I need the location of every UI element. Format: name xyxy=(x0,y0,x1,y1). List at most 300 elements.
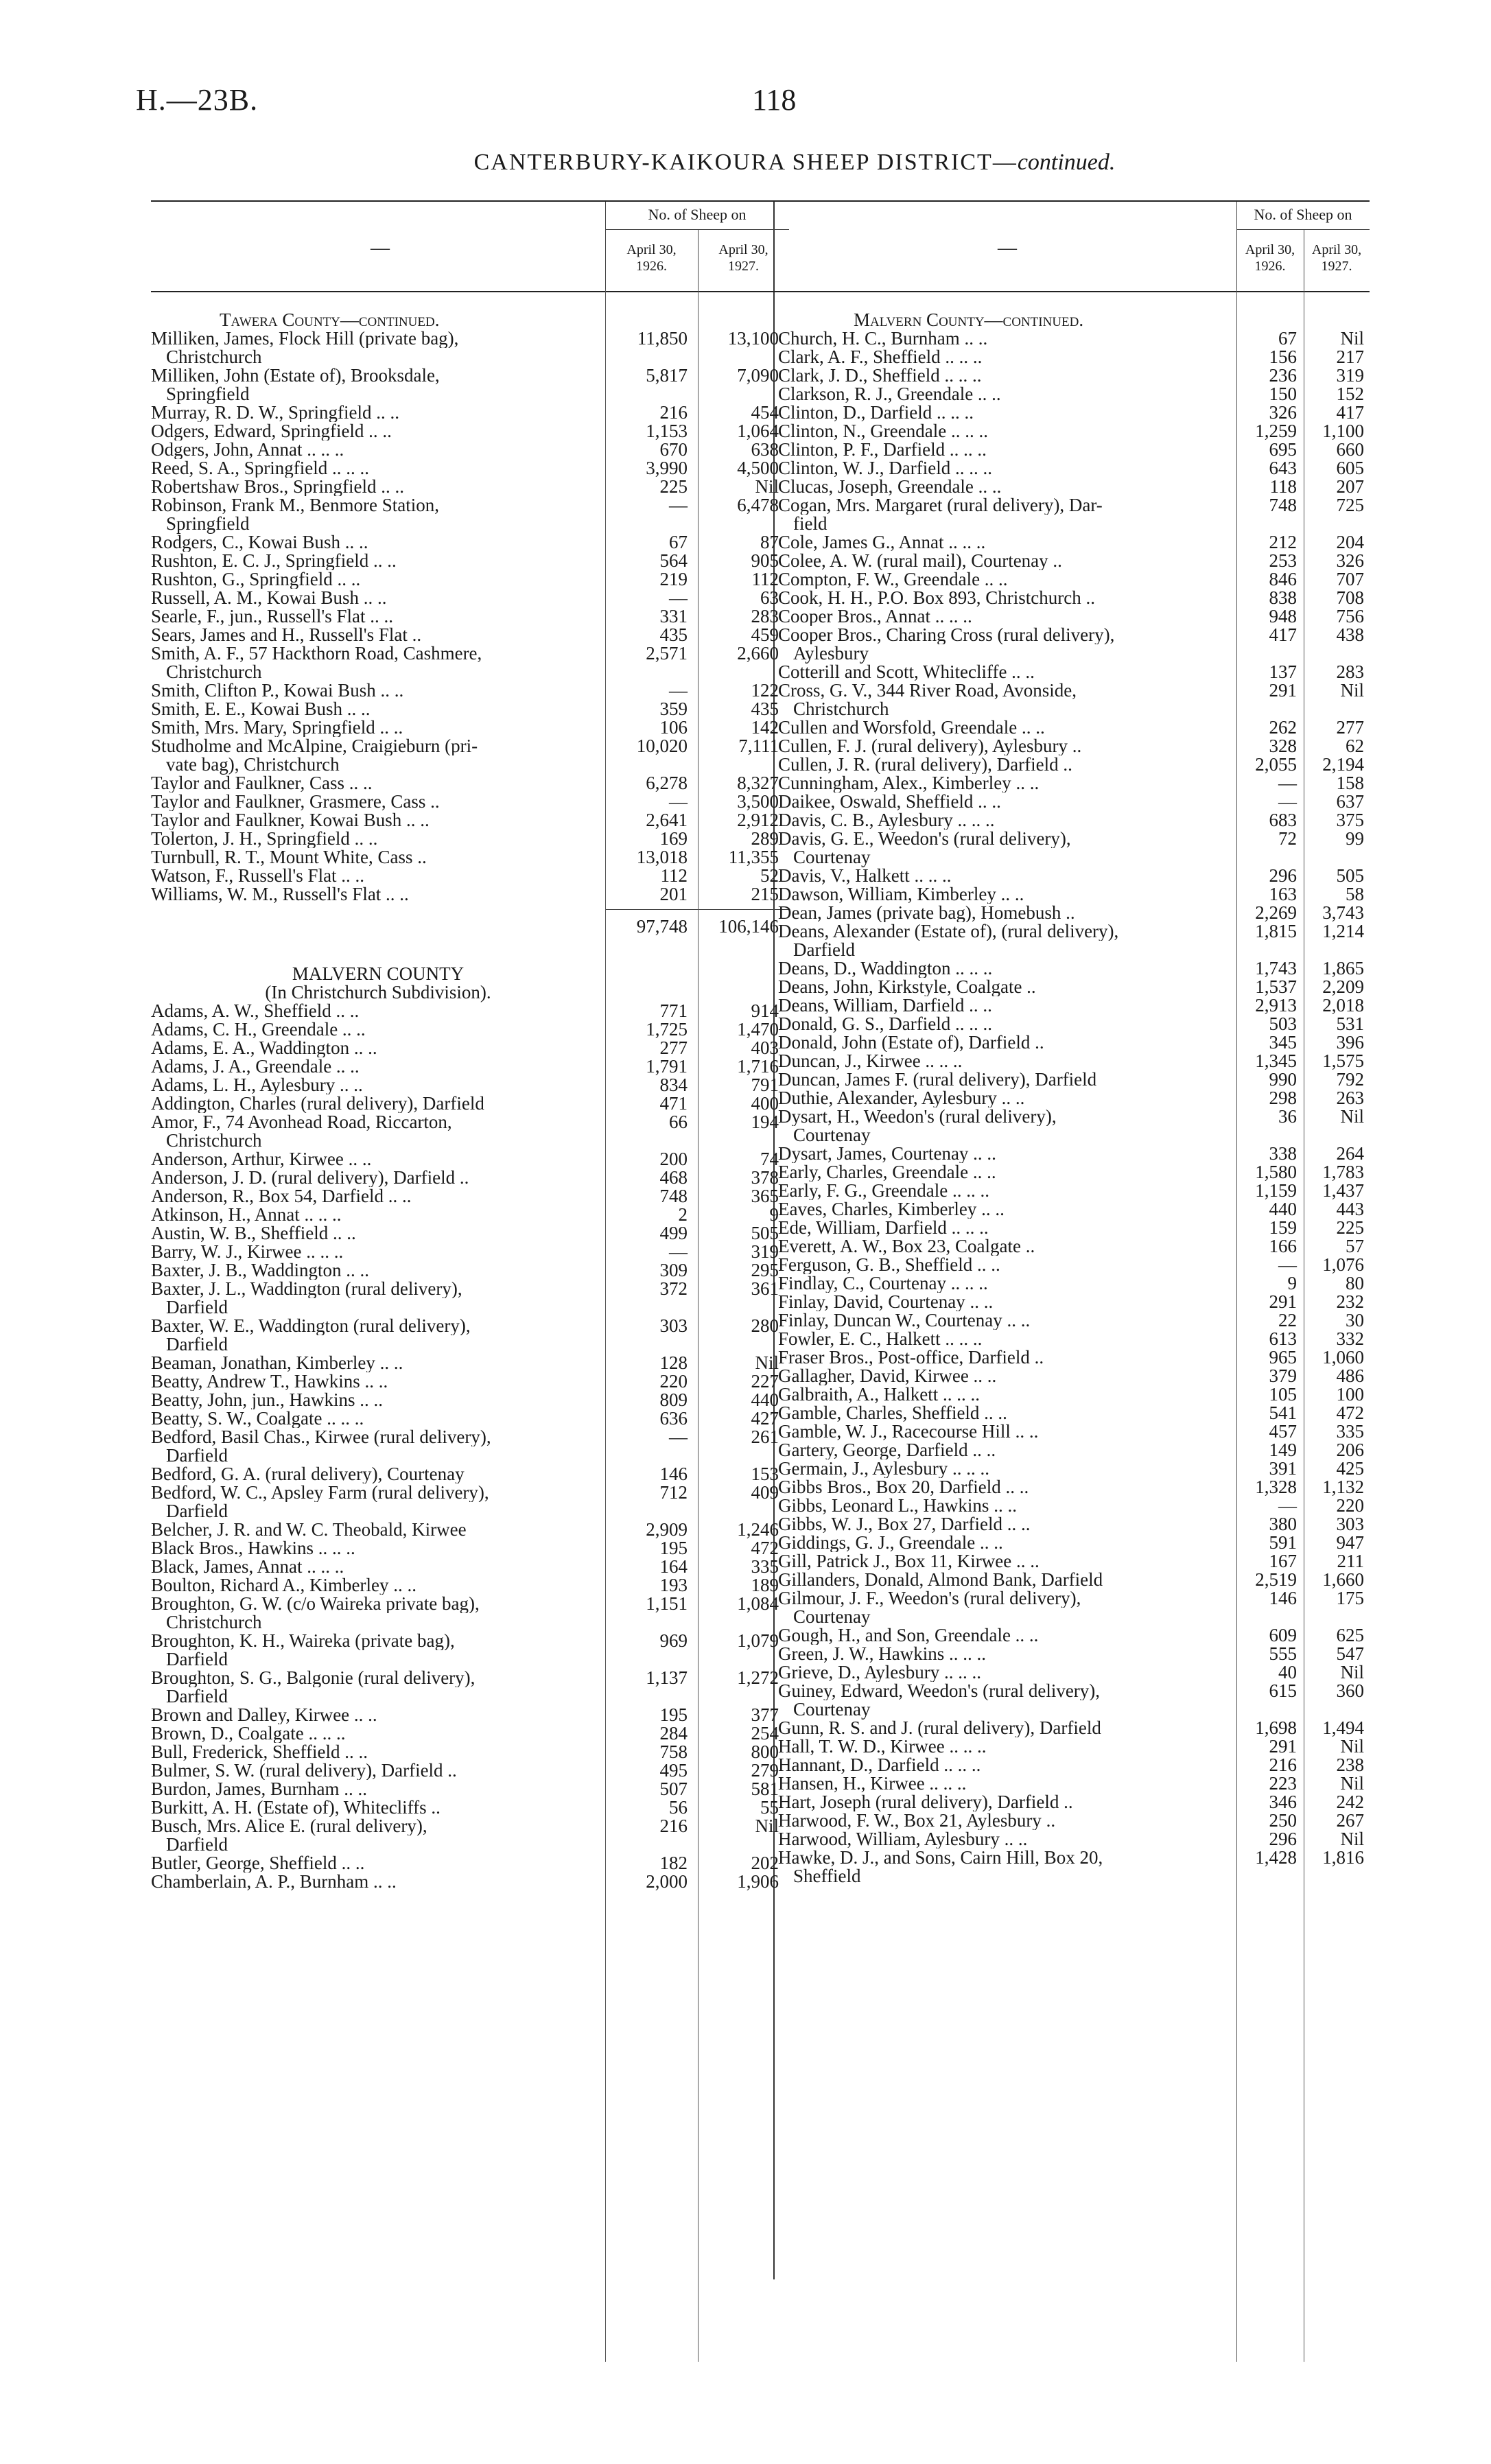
sheep-count-1927: 409 xyxy=(751,1482,779,1503)
sheep-count-1926: — xyxy=(669,587,688,608)
table-row xyxy=(778,1422,1370,1441)
table-row xyxy=(151,1743,789,1761)
sheep-count-1926: 2,055 xyxy=(1255,754,1297,775)
header-col2-line2: 1927. xyxy=(1321,259,1352,274)
holder-name-continued: Darfield xyxy=(166,1445,228,1466)
sheep-count-1927: 264 xyxy=(1336,1143,1364,1164)
sheep-count-1927: 74 xyxy=(760,1149,779,1169)
holder-name: Chamberlain, A. P., Burnham .. .. xyxy=(151,1873,397,1891)
sheep-count-1926: 1,153 xyxy=(646,421,688,441)
holder-name: Baxter, J. L., Waddington (rural delivery), xyxy=(151,1280,462,1298)
sheep-count-1926: 56 xyxy=(669,1797,688,1818)
header-col2-line1: April 30, xyxy=(1311,242,1362,257)
sheep-count-1926: 1,815 xyxy=(1255,921,1297,941)
sheep-count-1927: 1,272 xyxy=(737,1667,779,1688)
holder-name: Robinson, Frank M., Benmore Station, xyxy=(151,496,439,515)
sheep-count-1927: 4,500 xyxy=(737,458,779,478)
section-subtitle-malvern: (In Christchurch Subdivision). xyxy=(265,982,491,1002)
table-row xyxy=(778,459,1370,478)
holder-name: Addington, Charles (rural delivery), Darfield xyxy=(151,1094,484,1113)
sheep-count-1926: 990 xyxy=(1269,1069,1297,1090)
table-row xyxy=(151,1206,789,1224)
sheep-count-1927: 505 xyxy=(1336,865,1364,886)
table-row xyxy=(151,737,789,774)
holder-name: Duncan, James F. (rural delivery), Darfield xyxy=(778,1070,1097,1089)
holder-name: Broughton, S. G., Balgonie (rural delivery), xyxy=(151,1669,476,1687)
table-row xyxy=(778,1552,1370,1571)
sheep-count-1926: 200 xyxy=(659,1149,688,1169)
sheep-count-1926: — xyxy=(669,791,688,812)
sheep-count-1926: 66 xyxy=(669,1112,688,1132)
sheep-count-1927: 211 xyxy=(1337,1551,1364,1571)
malvern-continued-rows xyxy=(778,329,1370,1886)
table-row xyxy=(151,1372,789,1391)
sheep-count-1926: 1,159 xyxy=(1255,1180,1297,1201)
sheep-count-1927: 708 xyxy=(1336,587,1364,608)
sheep-count-1926: 216 xyxy=(659,402,688,423)
sheep-count-1927: 194 xyxy=(751,1112,779,1132)
total-1926: 97,748 xyxy=(636,916,688,937)
table-row xyxy=(778,496,1370,533)
sheep-count-1927: Nil xyxy=(1340,1662,1364,1682)
table-row xyxy=(151,1669,789,1706)
header-col1-line1: April 30, xyxy=(1245,242,1295,257)
holder-name: Ferguson, G. B., Sheffield .. .. xyxy=(778,1256,1000,1274)
page-number: 118 xyxy=(752,83,797,117)
table-row xyxy=(151,1261,789,1280)
holder-name: Burkitt, A. H. (Estate of), Whitecliffs .. xyxy=(151,1798,441,1817)
title-continued: continued. xyxy=(1017,150,1116,175)
sheep-count-1927: 905 xyxy=(751,550,779,571)
section-title-tawera: Tawera County—continued. xyxy=(220,309,440,330)
table-row xyxy=(778,1756,1370,1774)
holder-name: Davis, V., Halkett .. .. .. xyxy=(778,867,952,885)
sheep-count-1926: 1,428 xyxy=(1255,1847,1297,1868)
table-row xyxy=(151,1724,789,1743)
table-row xyxy=(778,552,1370,570)
holder-name-continued: Darfield xyxy=(166,1686,228,1706)
table-row xyxy=(778,681,1370,718)
sheep-count-1927: Nil xyxy=(755,1816,779,1836)
sheep-count-1926: 541 xyxy=(1269,1403,1297,1423)
sheep-count-1926: 809 xyxy=(659,1389,688,1410)
sheep-count-1927: 2,018 xyxy=(1322,995,1364,1016)
holder-name: Germain, J., Aylesbury .. .. .. xyxy=(778,1459,989,1478)
holder-name: Donald, John (Estate of), Darfield .. xyxy=(778,1033,1044,1052)
table-row xyxy=(778,1811,1370,1830)
sheep-count-1927: 238 xyxy=(1336,1755,1364,1775)
table-row xyxy=(151,366,789,403)
holder-name: Clinton, W. J., Darfield .. .. .. xyxy=(778,459,992,478)
holder-name: Rodgers, C., Kowai Bush .. .. xyxy=(151,533,368,552)
holder-name: Ede, William, Darfield .. .. .. xyxy=(778,1219,989,1237)
holder-name-continued: Sheffield xyxy=(793,1866,861,1886)
sheep-count-1926: 965 xyxy=(1269,1347,1297,1368)
header-group-label: No. of Sheep on xyxy=(648,206,747,223)
holder-name-continued: vate bag), Christchurch xyxy=(166,754,340,775)
holder-name: Bedford, W. C., Apsley Farm (rural delivery), xyxy=(151,1483,489,1502)
sheep-count-1927: Nil xyxy=(1340,1736,1364,1757)
table-row xyxy=(151,867,789,885)
table-row xyxy=(778,1293,1370,1311)
holder-name: Finlay, Duncan W., Courtenay .. .. xyxy=(778,1311,1031,1330)
table-row xyxy=(778,385,1370,403)
sheep-count-1927: 531 xyxy=(1336,1013,1364,1034)
sheep-count-1927: 1,494 xyxy=(1322,1717,1364,1738)
sheep-count-1927: 365 xyxy=(751,1186,779,1206)
holder-name: Duthie, Alexander, Aylesbury .. .. xyxy=(778,1089,1025,1107)
sheep-count-1926: 105 xyxy=(1269,1384,1297,1405)
holder-name: Baxter, J. B., Waddington .. .. xyxy=(151,1261,369,1280)
sheep-count-1927: 277 xyxy=(1336,717,1364,738)
table-row xyxy=(778,1849,1370,1886)
table-row xyxy=(778,1274,1370,1293)
sheep-count-1927: 660 xyxy=(1336,439,1364,460)
holder-name: Belcher, J. R. and W. C. Theobald, Kirwee xyxy=(151,1521,467,1539)
sheep-count-1927: 206 xyxy=(1336,1440,1364,1460)
table-row xyxy=(778,830,1370,867)
sheep-count-1926: 277 xyxy=(659,1037,688,1058)
sheep-count-1926: 2,641 xyxy=(646,810,688,830)
table-row xyxy=(778,1497,1370,1515)
sheep-count-1926: 291 xyxy=(1269,1291,1297,1312)
table-row xyxy=(151,774,789,793)
holder-name-continued: Darfield xyxy=(166,1649,228,1669)
sheep-count-1926: 758 xyxy=(659,1741,688,1762)
sheep-count-1927: 2,912 xyxy=(737,810,779,830)
sheep-count-1927: 254 xyxy=(751,1723,779,1744)
tawera-total xyxy=(151,904,789,946)
sheep-count-1927: 605 xyxy=(1336,458,1364,478)
sheep-count-1927: 725 xyxy=(1336,495,1364,515)
sheep-count-1926: 163 xyxy=(1269,884,1297,904)
sheep-count-1926: 440 xyxy=(1269,1199,1297,1219)
sheep-count-1926: 338 xyxy=(1269,1143,1297,1164)
table-row xyxy=(151,1558,789,1576)
table-row xyxy=(778,1663,1370,1682)
holder-name: Everett, A. W., Box 23, Coalgate .. xyxy=(778,1237,1035,1256)
sheep-count-1926: 969 xyxy=(659,1630,688,1651)
table-row xyxy=(778,1830,1370,1849)
table-row xyxy=(778,1534,1370,1552)
table-row xyxy=(151,1150,789,1169)
sheep-count-1926: — xyxy=(1278,791,1297,812)
table-row xyxy=(778,1645,1370,1663)
table-row xyxy=(778,348,1370,366)
sheep-count-1926: 712 xyxy=(659,1482,688,1503)
holder-name: Gilmour, J. F., Weedon's (rural delivery), xyxy=(778,1589,1081,1608)
holder-name: Hall, T. W. D., Kirwee .. .. .. xyxy=(778,1737,987,1756)
holder-name: Guiney, Edward, Weedon's (rural delivery), xyxy=(778,1682,1101,1700)
sheep-count-1927: 459 xyxy=(751,624,779,645)
holder-name-continued: Christchurch xyxy=(166,1612,262,1632)
holder-name: Cullen, F. J. (rural delivery), Aylesbury .. xyxy=(778,737,1082,755)
table-row xyxy=(151,830,789,848)
sheep-count-1926: 164 xyxy=(659,1556,688,1577)
sheep-count-1927: 225 xyxy=(1336,1217,1364,1238)
holder-name: Adams, E. A., Waddington .. .. xyxy=(151,1039,377,1057)
sheep-count-1927: 326 xyxy=(1336,550,1364,571)
sheep-count-1926: 195 xyxy=(659,1704,688,1725)
header-rule xyxy=(1236,229,1370,230)
holder-name: Finlay, David, Courtenay .. .. xyxy=(778,1293,994,1311)
column-rule xyxy=(605,290,606,2362)
sheep-count-1927: Nil xyxy=(1340,1106,1364,1127)
sheep-count-1926: 838 xyxy=(1269,587,1297,608)
sheep-count-1927: 1,079 xyxy=(737,1630,779,1651)
table-row xyxy=(778,329,1370,348)
table-row xyxy=(778,403,1370,422)
sheep-count-1927: 7,090 xyxy=(737,365,779,386)
table-row xyxy=(778,1089,1370,1107)
header-col1 xyxy=(605,242,698,274)
holder-name: Broughton, G. W. (c/o Waireka private bag), xyxy=(151,1595,480,1613)
sheep-count-1927: 217 xyxy=(1336,347,1364,367)
sheep-count-1926: 748 xyxy=(1269,495,1297,515)
holder-name-continued: Courtenay xyxy=(793,1125,871,1145)
holder-name: Dawson, William, Kimberley .. .. xyxy=(778,885,1024,904)
sheep-count-1926: 503 xyxy=(1269,1013,1297,1034)
holder-name: Gunn, R. S. and J. (rural delivery), Darfield xyxy=(778,1719,1101,1737)
holder-name-continued: Courtenay xyxy=(793,1699,871,1720)
sheep-count-1926: 250 xyxy=(1269,1810,1297,1831)
table-row xyxy=(151,1187,789,1206)
sheep-count-1927: 9 xyxy=(769,1204,779,1225)
sheep-count-1927: 289 xyxy=(751,828,779,849)
table-row xyxy=(778,996,1370,1015)
sheep-count-1926: 146 xyxy=(659,1464,688,1484)
holder-name: Cook, H. H., P.O. Box 893, Christchurch .. xyxy=(778,589,1096,607)
sheep-count-1926: 555 xyxy=(1269,1643,1297,1664)
sheep-count-1927: 319 xyxy=(1336,365,1364,386)
holder-name: Davis, G. E., Weedon's (rural delivery), xyxy=(778,830,1071,848)
holder-name: Bedford, Basil Chas., Kirwee (rural delivery), xyxy=(151,1428,491,1446)
table-row xyxy=(151,644,789,681)
sheep-count-1926: 1,328 xyxy=(1255,1477,1297,1497)
sheep-count-1927: 280 xyxy=(751,1315,779,1336)
header-col2-line2: 1927. xyxy=(728,259,759,274)
sheep-count-1927: 438 xyxy=(1336,624,1364,645)
sheep-count-1927: 1,100 xyxy=(1322,421,1364,441)
holder-name: Church, H. C., Burnham .. .. xyxy=(778,329,988,348)
sheep-count-1926: 1,698 xyxy=(1255,1717,1297,1738)
sheep-count-1927: 295 xyxy=(751,1260,779,1280)
total-rule xyxy=(605,909,789,910)
sheep-count-1927: 175 xyxy=(1336,1588,1364,1608)
holder-name: Hart, Joseph (rural delivery), Darfield .. xyxy=(778,1793,1073,1811)
holder-name: Green, J. W., Hawkins .. .. .. xyxy=(778,1645,986,1663)
table-row xyxy=(778,1515,1370,1534)
holder-name-continued: Christchurch xyxy=(166,347,262,367)
table-row xyxy=(778,1311,1370,1330)
table-row xyxy=(778,1719,1370,1737)
sheep-count-1926: 296 xyxy=(1269,865,1297,886)
holder-name: Deans, John, Kirkstyle, Coalgate .. xyxy=(778,978,1036,996)
table-row xyxy=(778,626,1370,663)
sheep-count-1926: 112 xyxy=(660,865,688,886)
sheep-count-1926: 150 xyxy=(1269,384,1297,404)
holder-name: Cullen, J. R. (rural delivery), Darfield .. xyxy=(778,755,1072,774)
sheep-count-1926: 457 xyxy=(1269,1421,1297,1442)
table-row xyxy=(778,663,1370,681)
holder-name: Clark, A. F., Sheffield .. .. .. xyxy=(778,348,983,366)
sheep-count-1927: 1,865 xyxy=(1322,958,1364,978)
sheep-count-1926: 156 xyxy=(1269,347,1297,367)
table-row xyxy=(151,1576,789,1595)
holder-name: Baxter, W. E., Waddington (rural delivery), xyxy=(151,1317,471,1335)
sheep-count-1926: — xyxy=(669,680,688,701)
holder-name: Gibbs Bros., Box 20, Darfield .. .. xyxy=(778,1478,1029,1497)
sheep-count-1927: 13,100 xyxy=(727,328,779,349)
tawera-rows xyxy=(151,329,789,904)
sheep-count-1926: 695 xyxy=(1269,439,1297,460)
table-row xyxy=(778,1330,1370,1348)
sheep-count-1927: 100 xyxy=(1336,1384,1364,1405)
holder-name: Boulton, Richard A., Kimberley .. .. xyxy=(151,1576,416,1595)
sheep-count-1927: 158 xyxy=(1336,773,1364,793)
holder-name: Milliken, James, Flock Hill (private bag), xyxy=(151,329,459,348)
holder-name: Milliken, John (Estate of), Brooksdale, xyxy=(151,366,440,385)
sheep-count-1926: 13,018 xyxy=(636,847,688,867)
holder-name: Hannant, D., Darfield .. .. .. xyxy=(778,1756,981,1774)
sheep-count-1927: 443 xyxy=(1336,1199,1364,1219)
sheep-count-1927: 1,246 xyxy=(737,1519,779,1540)
table-row xyxy=(151,1483,789,1521)
sheep-count-1927: 792 xyxy=(1336,1069,1364,1090)
sheep-count-1926: 1,151 xyxy=(646,1593,688,1614)
sheep-count-1927: 57 xyxy=(1346,1236,1364,1256)
holder-name: Anderson, J. D. (rural delivery), Darfield .. xyxy=(151,1169,469,1187)
sheep-count-1927: 1,816 xyxy=(1322,1847,1364,1868)
sheep-count-1927: 1,060 xyxy=(1322,1347,1364,1368)
holder-name: Cross, G. V., 344 River Road, Avonside, xyxy=(778,681,1077,700)
sheep-count-1926: 2,000 xyxy=(646,1871,688,1892)
sheep-count-1926: 2 xyxy=(678,1204,688,1225)
sheep-count-1927: 403 xyxy=(751,1037,779,1058)
sheep-count-1926: 771 xyxy=(659,1000,688,1021)
sheep-count-1926: — xyxy=(669,1241,688,1262)
table-row xyxy=(151,441,789,459)
holder-name: Reed, S. A., Springfield .. .. .. xyxy=(151,459,369,478)
holder-name: Clinton, P. F., Darfield .. .. .. xyxy=(778,441,987,459)
sheep-count-1927: 377 xyxy=(751,1704,779,1725)
sheep-count-1927: 756 xyxy=(1336,606,1364,626)
holder-name: Broughton, K. H., Waireka (private bag), xyxy=(151,1632,455,1650)
sheep-count-1926: 2,909 xyxy=(646,1519,688,1540)
sheep-count-1926: — xyxy=(1278,1254,1297,1275)
header-col1-line2: 1926. xyxy=(636,259,667,274)
holder-name: Bull, Frederick, Sheffield .. .. xyxy=(151,1743,368,1761)
table-row xyxy=(778,1145,1370,1163)
holder-name: Smith, E. E., Kowai Bush .. .. xyxy=(151,700,371,718)
table-row xyxy=(151,1243,789,1261)
table-row xyxy=(151,1409,789,1428)
sheep-count-1926: 748 xyxy=(659,1186,688,1206)
sheep-count-1927: 1,064 xyxy=(737,421,779,441)
sheep-count-1927: Nil xyxy=(755,1352,779,1373)
table-row xyxy=(778,959,1370,978)
sheep-count-1926: 67 xyxy=(1278,328,1297,349)
holder-name: Clinton, N., Greendale .. .. .. xyxy=(778,422,988,441)
holder-name: Butler, George, Sheffield .. .. xyxy=(151,1854,365,1873)
holder-name: Robertshaw Bros., Springfield .. .. xyxy=(151,478,404,496)
title-text: CANTERBURY-KAIKOURA SHEEP DISTRICT— xyxy=(473,150,1018,175)
holder-name: Gartery, George, Darfield .. .. xyxy=(778,1441,996,1459)
holder-name-continued: Courtenay xyxy=(793,847,871,867)
sheep-count-1927: 52 xyxy=(760,865,779,886)
holder-name: Brown and Dalley, Kirwee .. .. xyxy=(151,1706,377,1724)
sheep-count-1926: 1,743 xyxy=(1255,958,1297,978)
sheep-count-1927: 142 xyxy=(751,717,779,738)
sheep-count-1926: 345 xyxy=(1269,1032,1297,1053)
table-row xyxy=(778,1367,1370,1385)
table-row xyxy=(151,1039,789,1057)
sheep-count-1927: 472 xyxy=(751,1538,779,1558)
table-row xyxy=(151,478,789,496)
table-row xyxy=(778,904,1370,922)
sheep-count-1927: 152 xyxy=(1336,384,1364,404)
sheep-count-1926: 1,580 xyxy=(1255,1162,1297,1182)
holder-name: Eaves, Charles, Kimberley .. .. xyxy=(778,1200,1005,1219)
sheep-count-1927: 396 xyxy=(1336,1032,1364,1053)
sheep-count-1927: Nil xyxy=(1340,680,1364,701)
holder-name-continued: Springfield xyxy=(166,513,250,534)
holder-name: Cunningham, Alex., Kimberley .. .. xyxy=(778,774,1040,793)
holder-name: Clark, J. D., Sheffield .. .. .. xyxy=(778,366,982,385)
holder-name-continued: Christchurch xyxy=(166,1130,262,1151)
holder-name: Harwood, F. W., Box 21, Aylesbury .. xyxy=(778,1811,1056,1830)
table-row xyxy=(151,422,789,441)
holder-name: Clinton, D., Darfield .. .. .. xyxy=(778,403,974,422)
sheep-count-1927: 7,111 xyxy=(738,736,779,756)
sheep-count-1926: 106 xyxy=(659,717,688,738)
sheep-count-1926: 118 xyxy=(1269,476,1297,497)
table-row xyxy=(778,1200,1370,1219)
sheep-count-1927: 378 xyxy=(751,1167,779,1188)
table-row xyxy=(778,366,1370,385)
sheep-count-1926: 291 xyxy=(1269,1736,1297,1757)
holder-name: Cogan, Mrs. Margaret (rural delivery), Dar- xyxy=(778,496,1103,515)
sheep-count-1926: 169 xyxy=(659,828,688,849)
sheep-count-1926: 948 xyxy=(1269,606,1297,626)
sheep-count-1926: 236 xyxy=(1269,365,1297,386)
sheep-count-1926: 591 xyxy=(1269,1532,1297,1553)
holder-name: Compton, F. W., Greendale .. .. xyxy=(778,570,1008,589)
sheep-count-1927: 204 xyxy=(1336,532,1364,552)
sheep-count-1927: 283 xyxy=(751,606,779,626)
sheep-count-1926: 636 xyxy=(659,1408,688,1429)
right-column xyxy=(778,200,1370,1886)
sheep-count-1927: 1,470 xyxy=(737,1019,779,1040)
holder-name: Amor, F., 74 Avonhead Road, Riccarton, xyxy=(151,1113,452,1131)
header-dash: — xyxy=(371,237,390,259)
holder-name: Beatty, Andrew T., Hawkins .. .. xyxy=(151,1372,388,1391)
sheep-count-1927: 55 xyxy=(760,1797,779,1818)
header-col1-line2: 1926. xyxy=(1254,259,1286,274)
table-row xyxy=(778,978,1370,996)
sheep-count-1927: 189 xyxy=(751,1575,779,1595)
holder-name: Taylor and Faulkner, Kowai Bush .. .. xyxy=(151,811,430,830)
holder-name: Murray, R. D. W., Springfield .. .. xyxy=(151,403,399,422)
sheep-count-1926: 3,990 xyxy=(646,458,688,478)
sheep-count-1927: 232 xyxy=(1336,1291,1364,1312)
header-col1-line1: April 30, xyxy=(626,242,677,257)
table-row xyxy=(151,589,789,607)
table-row xyxy=(151,329,789,366)
table-row xyxy=(778,737,1370,755)
table-row xyxy=(778,1385,1370,1404)
sheep-count-1927: 319 xyxy=(751,1241,779,1262)
